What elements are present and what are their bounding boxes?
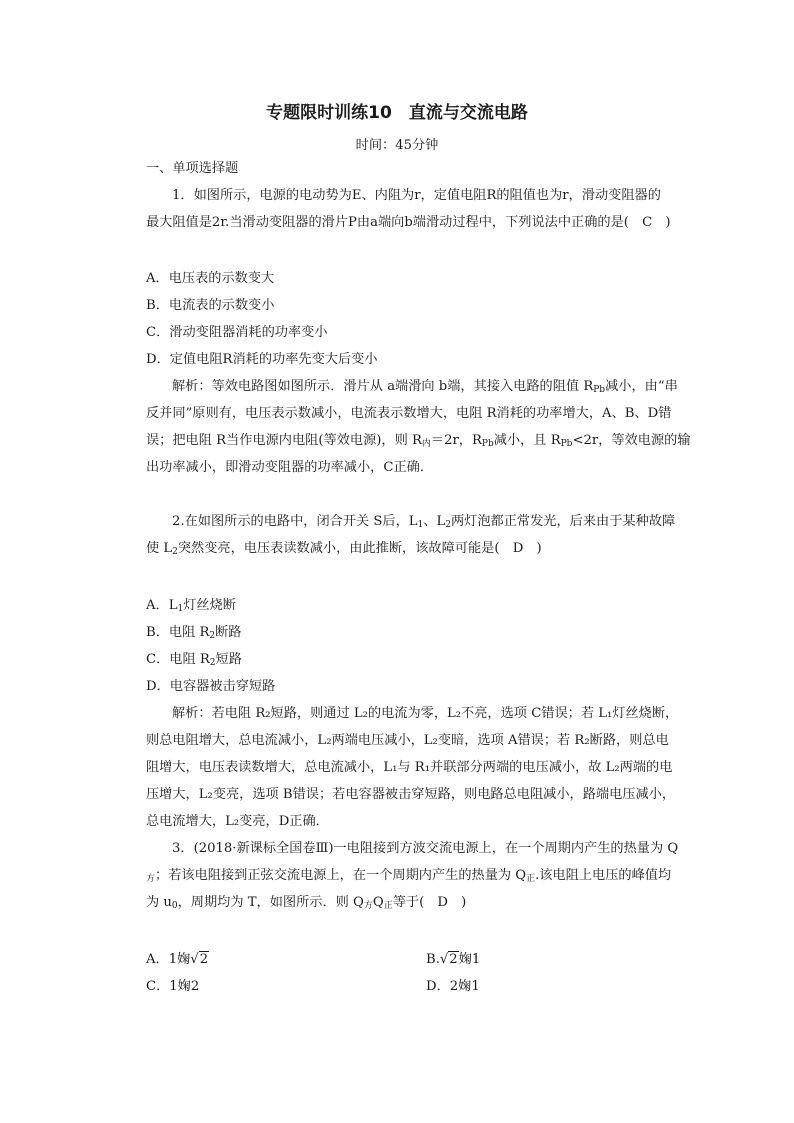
q3-option-a: A．1婅√2 (146, 952, 209, 967)
q1-stem-line2: 最大阻值是2r.当滑动变阻器的滑片P由a端向b端滑动过程中，下列说法中正确的是( C ) (146, 215, 671, 230)
time-limit: 时间：45分钟 (355, 138, 439, 153)
q2-option-c: C．电阻 $R_2$短路 (146, 652, 242, 668)
q1-option-a: A．电压表的示数变大 (146, 271, 275, 286)
q1-analysis-line4: 出功率减小，即滑动变阻器的功率减小，C正确． (146, 460, 434, 475)
q1-stem-line1: 1．如图所示，电源的电动势为E、内阻为r，定值电阻R的阻值也为r，滑动变阻器的 (172, 188, 661, 203)
sqrt-symbol: √2 (190, 952, 209, 967)
q2-stem-line2: 使 $L_2$突然变亮，电压表读数减小，由此推断，该故障可能是( D ) (146, 541, 542, 557)
q2-analysis-line4: 压增大，L₂变亮，选项 B错误；若电容器被击穿短路，则电路总电阻减小，路端电压减小， (146, 787, 676, 802)
q2-stem-line1: 2.在如图所示的电路中，闭合开关 S后，$L_1$、$L_2$两灯泡都正常发光，后来由于某种故障 (172, 514, 676, 530)
q3-stem-line3: 为 $u_0$，周期均为 T，如图所示．则 $Q_方Q_正$等于( D ) (146, 895, 467, 911)
q3-option-b: B.√2婅1 (426, 952, 481, 967)
q1-option-c: C．滑动变阻器消耗的功率变小 (146, 325, 328, 340)
q3-stem-line2: $_方$；若该电阻接到正弦交流电源上，在一个周期内产生的热量为 $Q_正$.该电阻上电压的峰值均 (146, 868, 672, 884)
sqrt-symbol: √2 (439, 952, 458, 967)
q3-stem-line1: 3．(2018·新课标全国卷Ⅲ)一电阻接到方波交流电源上，在一个周期内产生的热量为 Q (172, 841, 679, 856)
q1-analysis-line3: 误；把电阻 R当作电源内电阻(等效电源)，则 $R_内=2r$，$R_{Pb}$减小，且 $R_{Pb}<2r$，等效电源的输 (146, 433, 691, 449)
q2-analysis-line3: 阻增大，电压表读数增大，总电流减小，L₁与 R₁并联部分两端的电压减小，故 L₂两端的电 (146, 760, 673, 775)
q2-analysis-line1: 解析：若电阻 R₂短路，则通过 L₂的电流为零，L₂不亮，选项 C错误；若 L₁灯丝烧断， (172, 706, 679, 721)
q1-analysis-line2: 反并同”原则有，电压表示数减小，电流表示数增大，电阻 R消耗的功率增大，A、B、D错 (146, 406, 672, 421)
q2-analysis-line2: 则总电阻增大，总电流减小，L₂两端电压减小，L₂变暗，选项 A错误；若 R₂断路，则总电 (146, 733, 669, 748)
q2-option-b: B．电阻 $R_2$断路 (146, 625, 242, 641)
q2-option-a: A．$L_1$灯丝烧断 (146, 598, 236, 614)
page-title: 专题限时训练10 直流与交流电路 (266, 103, 528, 123)
q3-option-d: D．2婅1 (426, 979, 480, 994)
q2-analysis-line5: 总电流增大，L₂变亮，D正确． (146, 814, 329, 829)
q1-option-d: D．定值电阻R消耗的功率先变大后变小 (146, 352, 378, 367)
q3-option-c: C．1婅2 (146, 979, 200, 994)
q1-option-b: B．电流表的示数变小 (146, 298, 275, 313)
q2-option-d: D．电容器被击穿短路 (146, 679, 276, 694)
q1-analysis-line1: 解析：等效电路图如图所示．滑片从 a端滑向 b端，其接入电路的阻值 $R_{Pb}$减小，由“串 (172, 379, 678, 395)
section-heading: 一、单项选择题 (146, 161, 239, 176)
